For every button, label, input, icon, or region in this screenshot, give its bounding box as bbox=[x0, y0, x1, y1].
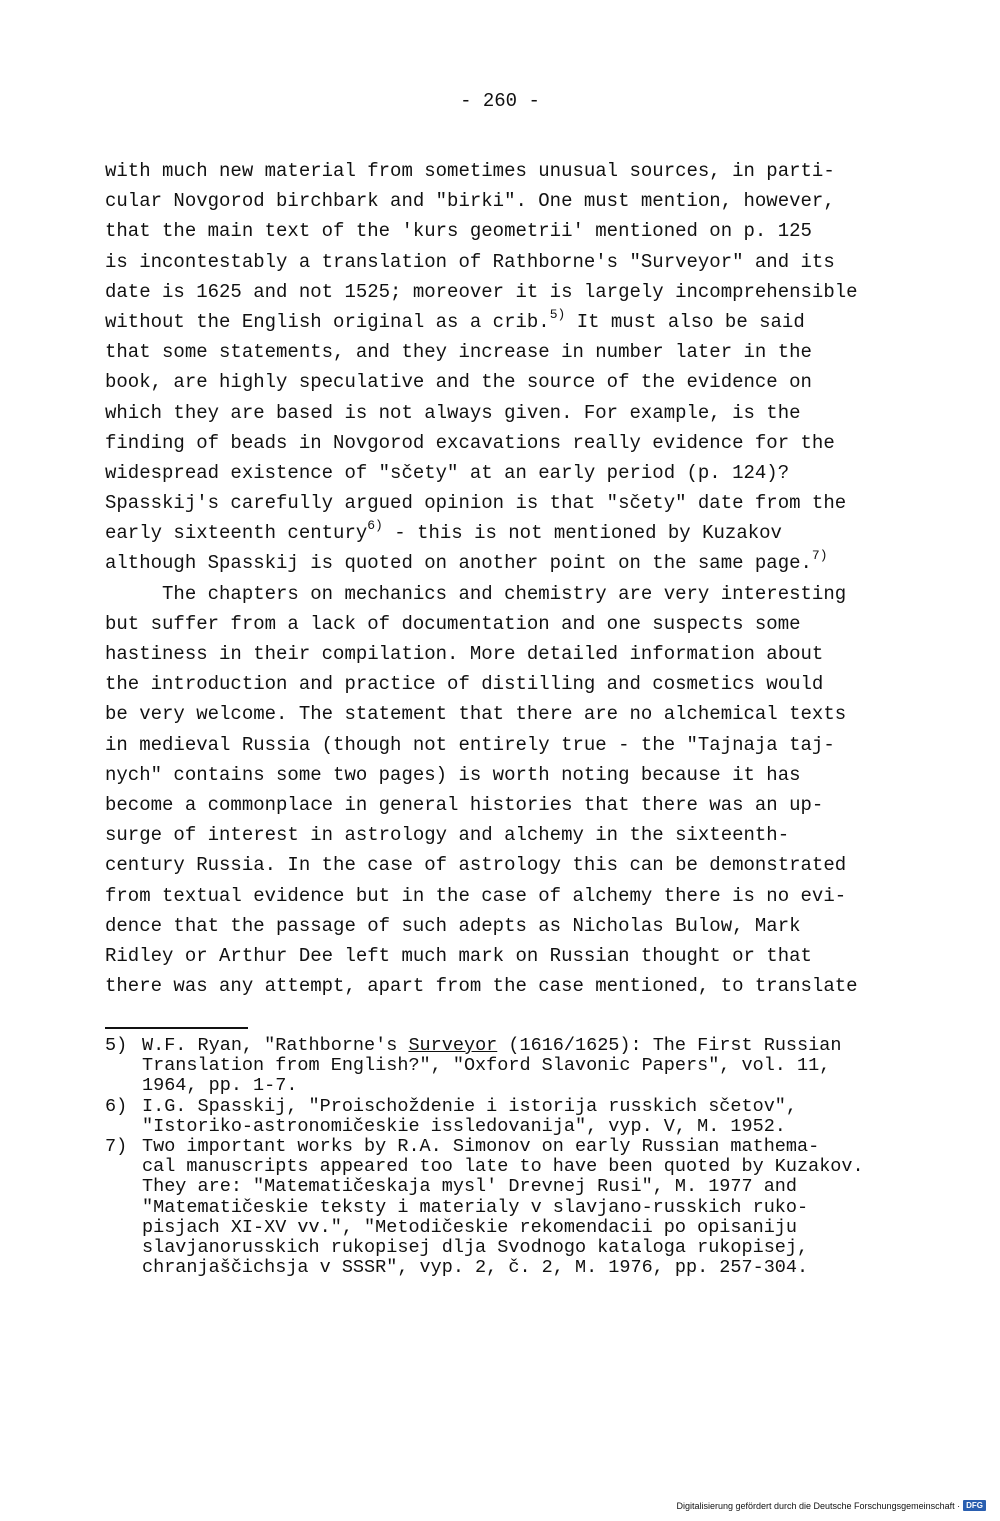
footnote-divider bbox=[105, 1027, 248, 1029]
footnotes bbox=[105, 1036, 935, 1278]
text-line: date is 1625 and not 1525; moreover it is largely incomprehensible bbox=[105, 280, 858, 303]
footnote-line: Two important works by R.A. Simonov on early Russian mathema- bbox=[142, 1135, 820, 1157]
footnote-line: "Istoriko-astronomičeskie issledovanija", vyp. V, M. 1952. bbox=[142, 1115, 786, 1137]
text-line: from textual evidence but in the case of alchemy there is no evi- bbox=[105, 884, 847, 907]
footnote-6 bbox=[105, 1097, 935, 1137]
text-line: surge of interest in astrology and alchemy in the sixteenth- bbox=[105, 824, 790, 847]
text-line bbox=[105, 518, 915, 548]
dfg-logo-icon: DFG bbox=[963, 1500, 986, 1511]
text-segment: It must also be said bbox=[565, 310, 805, 333]
text-line: which they are based is not always given. For example, is the bbox=[105, 401, 801, 424]
text-line: cular Novgorod birchbark and "birki". One must mention, however, bbox=[105, 190, 835, 213]
text-line: that the main text of the 'kurs geometrii' mentioned on p. 125 bbox=[105, 220, 812, 243]
footnote-7 bbox=[105, 1137, 935, 1278]
text-line: in medieval Russia (though not entirely true - the "Tajnaja taj- bbox=[105, 733, 835, 756]
text-line: is incontestably a translation of Rathborne's "Surveyor" and its bbox=[105, 250, 835, 273]
footnote-line: They are: "Matematičeskaja mysl' Drevnej Rusi", M. 1977 and bbox=[142, 1176, 798, 1198]
text-line: finding of beads in Novgorod excavations really evidence for the bbox=[105, 431, 835, 454]
text-line: become a commonplace in general histories that there was an up- bbox=[105, 793, 824, 816]
footnote-number: 5) bbox=[105, 1035, 128, 1056]
footnote-number: 7) bbox=[105, 1135, 128, 1157]
text-segment: without the English original as a crib. bbox=[105, 310, 550, 333]
footnote-text bbox=[142, 1097, 935, 1137]
footnote-text bbox=[142, 1036, 935, 1097]
footnote-line: slavjanorusskich rukopisej dlja Svodnogo kataloga rukopisej, bbox=[142, 1236, 809, 1258]
text-line: the introduction and practice of distilling and cosmetics would bbox=[105, 673, 824, 696]
body-text bbox=[105, 156, 915, 1001]
text-line: The chapters on mechanics and chemistry are very interesting bbox=[105, 582, 847, 605]
text-line: there was any attempt, apart from the case mentioned, to translate bbox=[105, 975, 858, 998]
text-line bbox=[105, 307, 915, 337]
footnote-number: 6) bbox=[105, 1095, 128, 1117]
text-segment: although Spasskij is quoted on another point on the same page. bbox=[105, 552, 812, 575]
text-line: nych" contains some two pages) is worth noting because it has bbox=[105, 763, 801, 786]
text-segment: (1616/1625): The First Russian bbox=[497, 1035, 842, 1056]
text-line: book, are highly speculative and the source of the evidence on bbox=[105, 371, 812, 394]
footnote-line: I.G. Spasskij, "Proischoždenie i istorija russkich sčetov", bbox=[142, 1095, 798, 1117]
text-segment: W.F. Ryan, "Rathborne's bbox=[142, 1035, 409, 1056]
footnote-line: "Matematičeskie teksty i materialy v slavjano-russkich ruko- bbox=[142, 1196, 809, 1218]
text-line: Ridley or Arthur Dee left much mark on Russian thought or that bbox=[105, 944, 812, 967]
text-line: be very welcome. The statement that there are no alchemical texts bbox=[105, 703, 847, 726]
text-segment: early sixteenth century bbox=[105, 522, 368, 545]
footnote-ref: 6) bbox=[367, 517, 383, 533]
text-line: but suffer from a lack of documentation and one suspects some bbox=[105, 612, 801, 635]
text-line: widespread existence of "sčety" at an early period (p. 124)? bbox=[105, 461, 790, 484]
text-line: with much new material from sometimes unusual sources, in parti- bbox=[105, 160, 835, 182]
text-segment: - this is not mentioned by Kuzakov bbox=[382, 522, 782, 545]
footnote-line bbox=[142, 1036, 935, 1056]
footnote-line: Translation from English?", "Oxford Slavonic Papers", vol. 11, bbox=[142, 1055, 831, 1077]
text-line: that some statements, and they increase in number later in the bbox=[105, 341, 812, 364]
footnote-line: 1964, pp. 1-7. bbox=[142, 1075, 298, 1097]
footnote-5 bbox=[105, 1036, 935, 1097]
text-line: Spasskij's carefully argued opinion is that "sčety" date from the bbox=[105, 492, 847, 515]
page-number: - 260 - bbox=[460, 90, 540, 112]
footnote-ref: 7) bbox=[811, 548, 828, 564]
credit-text: Digitalisierung gefördert durch die Deutsche Forschungsgemeinschaft · bbox=[676, 1500, 961, 1511]
text-line: dence that the passage of such adepts as Nicholas Bulow, Mark bbox=[105, 914, 801, 937]
digitization-credit bbox=[676, 1500, 986, 1511]
footnote-line: cal manuscripts appeared too late to have been quoted by Kuzakov. bbox=[142, 1156, 864, 1178]
underlined-title: Surveyor bbox=[408, 1035, 498, 1056]
footnote-ref: 5) bbox=[549, 306, 566, 322]
text-line: hastiness in their compilation. More detailed information about bbox=[105, 643, 824, 665]
text-line: century Russia. In the case of astrology this can be demonstrated bbox=[105, 854, 847, 877]
text-line bbox=[105, 548, 915, 578]
footnote-line: chranjaščichsja v SSSR", vyp. 2, č. 2, M. 1976, pp. 257-304. bbox=[142, 1257, 809, 1279]
footnote-text bbox=[142, 1137, 935, 1278]
footnote-line: pisjach XI-XV vv.", "Metodičeskie rekomendacii po opisaniju bbox=[142, 1216, 798, 1238]
